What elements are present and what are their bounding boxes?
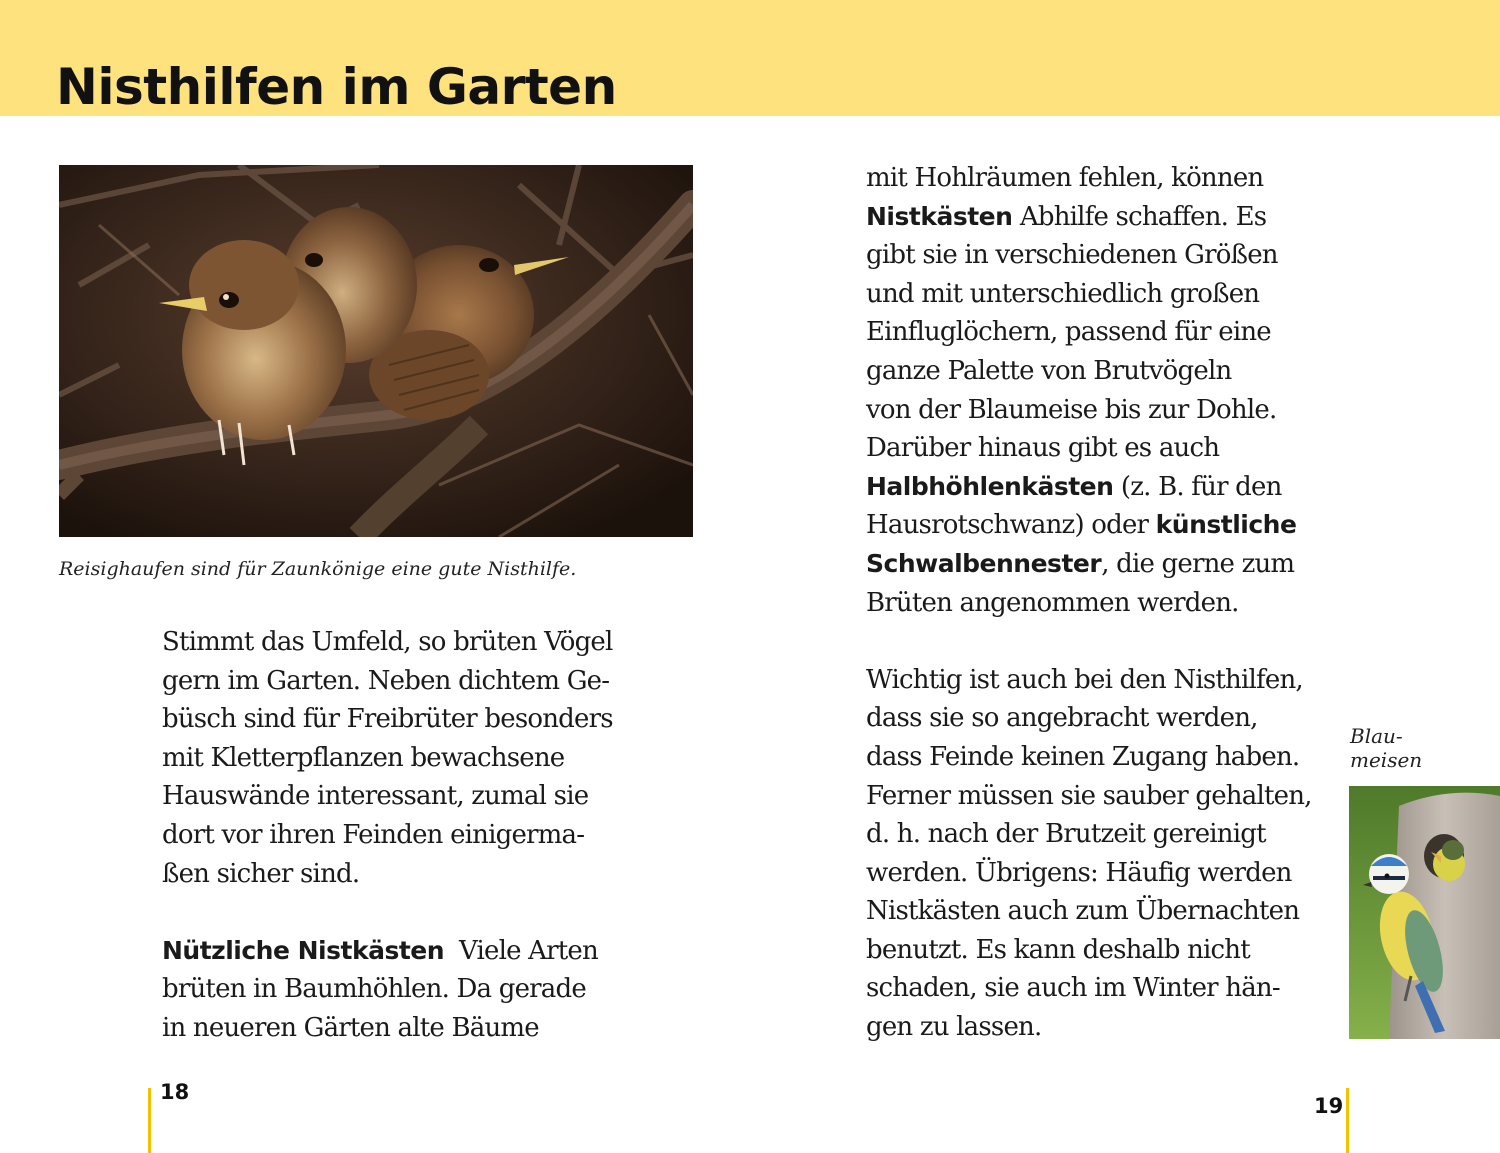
bold-term: Schwalbennester bbox=[866, 548, 1102, 578]
text-span bbox=[444, 936, 459, 966]
page-number-right: 19 bbox=[1314, 1094, 1344, 1118]
bold-term: Nistkästen bbox=[866, 201, 1013, 231]
text-span: , die gerne zum bbox=[1101, 548, 1295, 579]
text-line: von der Blaumeise bis zur Dohle. bbox=[866, 394, 1277, 425]
text-line: mit Kletterpflanzen bewachsene bbox=[162, 742, 565, 773]
text-line: brüten in Baumhöhlen. Da gerade bbox=[162, 974, 586, 1005]
text-line: gern im Garten. Neben dichtem Ge- bbox=[162, 665, 610, 696]
text-line: mit Hohlräumen fehlen, können bbox=[866, 163, 1264, 193]
paragraph-gap bbox=[162, 893, 662, 932]
text-line bbox=[866, 468, 1366, 507]
text-span: Hausrotschwanz) oder bbox=[866, 510, 1156, 541]
text-line bbox=[162, 932, 662, 971]
text-line: büsch sind für Freibrüter besonders bbox=[162, 704, 613, 735]
right-column bbox=[866, 159, 1366, 1047]
text-line: gen zu lassen. bbox=[866, 1012, 1042, 1043]
paragraph-gap bbox=[866, 622, 1366, 661]
page-title: Nisthilfen im Garten bbox=[56, 58, 617, 116]
text-line: Wichtig ist auch bei den Nisthilfen, bbox=[866, 664, 1303, 695]
bold-term: Halbhöhlenkästen bbox=[866, 471, 1114, 501]
text-line: dass Feinde keinen Zugang haben. bbox=[866, 741, 1300, 772]
text-line: gibt sie in verschiedenen Größen bbox=[866, 240, 1278, 271]
text-line bbox=[866, 545, 1366, 584]
text-line: dort vor ihren Feinden einigerma- bbox=[162, 819, 585, 850]
side-photo-label bbox=[1350, 724, 1470, 772]
text-line: Stimmt das Umfeld, so brüten Vögel bbox=[162, 627, 613, 657]
left-column bbox=[162, 623, 662, 1048]
text-line: werden. Übrigens: Häufig werden bbox=[866, 857, 1292, 888]
text-line bbox=[866, 198, 1366, 237]
text-line: und mit unterschiedlich großen bbox=[866, 278, 1260, 309]
side-label-line: meisen bbox=[1350, 748, 1423, 772]
text-line: benutzt. Es kann deshalb nicht bbox=[866, 934, 1250, 965]
text-line: Nistkästen auch zum Übernachten bbox=[866, 896, 1300, 927]
text-line: in neueren Gärten alte Bäume bbox=[162, 1012, 539, 1043]
text-line: Brüten angenommen werden. bbox=[866, 587, 1239, 618]
text-span: (z. B. für den bbox=[1113, 471, 1282, 502]
photo-blue-tits-nestbox bbox=[1349, 786, 1500, 1039]
bold-term: künstliche bbox=[1155, 510, 1297, 540]
section-heading: Nützliche Nistkästen bbox=[162, 935, 445, 965]
text-line: ßen sicher sind. bbox=[162, 858, 360, 889]
text-line: Ferner müssen sie sauber gehalten, bbox=[866, 780, 1312, 811]
text-line: Einfluglöchern, passend für eine bbox=[866, 317, 1271, 348]
text-line: ganze Palette von Brutvögeln bbox=[866, 355, 1232, 386]
text-line bbox=[866, 506, 1366, 545]
page-number-left: 18 bbox=[160, 1080, 190, 1104]
text-span: Abhilfe schaffen. Es bbox=[1012, 201, 1267, 232]
photo-young-wrens bbox=[59, 165, 693, 537]
text-span: Viele Arten bbox=[458, 935, 598, 966]
text-line: schaden, sie auch im Winter hän- bbox=[866, 973, 1280, 1004]
text-line: d. h. nach der Brutzeit gereinigt bbox=[866, 819, 1266, 850]
text-line: dass sie so angebracht werden, bbox=[866, 703, 1258, 734]
page-rule-left bbox=[148, 1088, 151, 1153]
text-line: Darüber hinaus gibt es auch bbox=[866, 433, 1220, 464]
page-rule-right bbox=[1346, 1088, 1349, 1153]
text-line: Hauswände interessant, zumal sie bbox=[162, 781, 589, 812]
side-label-line: Blau- bbox=[1350, 724, 1403, 748]
photo-caption: Reisighaufen sind für Zaunkönige eine gute Nisthilfe. bbox=[59, 558, 577, 580]
